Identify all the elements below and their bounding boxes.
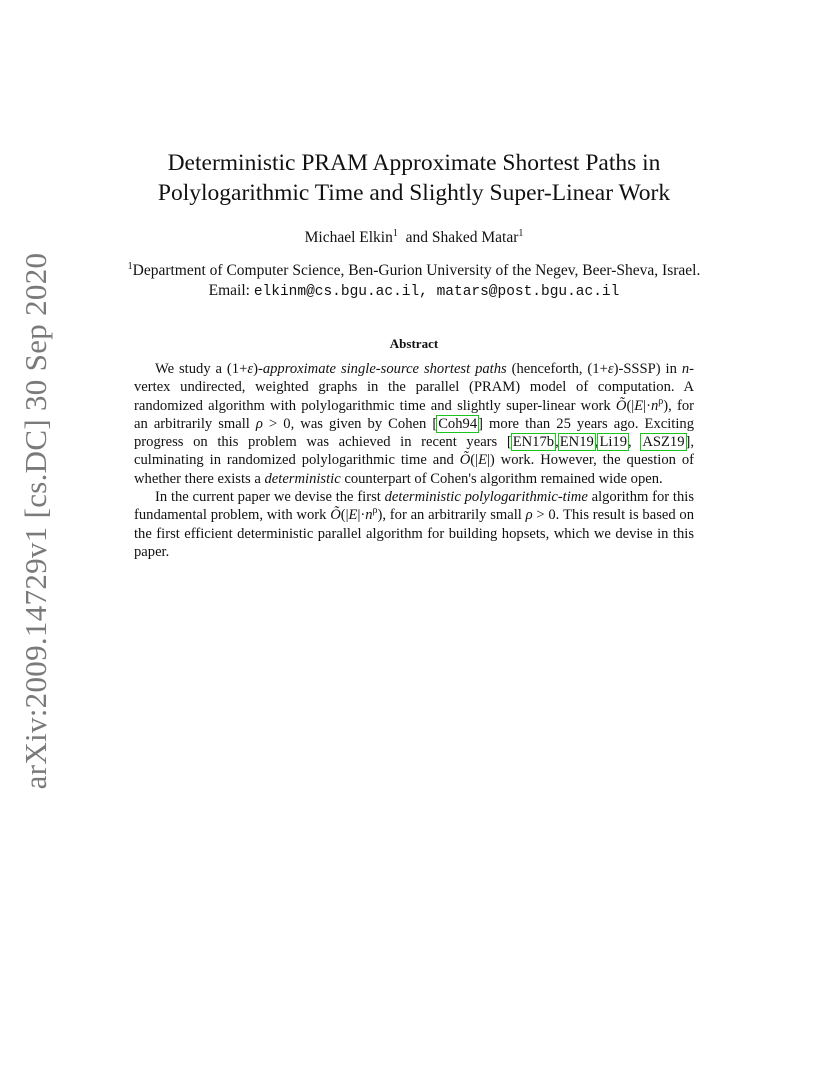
affiliation-mark: 1 xyxy=(518,228,524,239)
abstract-paragraph: In the current paper we devise the first deterministic polylogarithmic-time algorithm for this fundamental problem, with work $Õ(|E|\cdot n^\rho)$, for an arbitrarily small ρ > 0. This result is based on the first efficient deterministic parallel algorithm for building hopsets, which we devise in this paper. xyxy=(134,489,695,560)
author-name: Shaked Matar xyxy=(431,229,519,246)
arxiv-sidebar-stamp xyxy=(4,252,68,790)
citation-link[interactable]: Li19 xyxy=(599,434,628,451)
citation-link[interactable]: Coh94 xyxy=(438,415,478,432)
affiliation-block xyxy=(60,261,768,302)
title-line-2: Polylogarithmic Time and Slightly Super-Linear Work xyxy=(157,180,671,206)
paper-title xyxy=(100,148,728,208)
affiliation-mark: 1 xyxy=(392,228,398,239)
author-list xyxy=(100,229,728,247)
email-addresses[interactable]: elkinm@cs.bgu.ac.il, matars@post.bgu.ac.il xyxy=(253,284,620,300)
title-line-1: Deterministic PRAM Approximate Shortest Paths in xyxy=(167,150,661,176)
affiliation-mark: 1 xyxy=(127,261,133,272)
abstract-heading: Abstract xyxy=(389,336,439,351)
author-name: Michael Elkin xyxy=(304,229,393,246)
affiliation-text: Department of Computer Science, Ben-Gurion University of the Negev, Beer-Sheva, Israel. xyxy=(132,262,701,279)
email-label: Email: xyxy=(208,282,250,299)
citation-link[interactable]: EN19 xyxy=(559,434,594,451)
arxiv-identifier: arXiv:2009.14729v1 [cs.DC] 30 Sep 2020 xyxy=(18,252,53,790)
citation-link[interactable]: ASZ19 xyxy=(642,434,685,451)
citation-link[interactable]: EN17b xyxy=(512,434,555,451)
author-conjunction: and xyxy=(405,229,428,246)
abstract-body xyxy=(134,360,694,561)
abstract-paragraph: We study a (1+ε)-approximate single-source shortest paths (henceforth, (1+ε)-SSSP) in n-vertex undirected, weighted graphs in the parallel (PRAM) model of computation. A randomized algorithm with polylogarithmic time and slightly super-linear work $Õ(|E|\cdot n^\rho)$, for an arbitrarily small ρ > 0, was given by Cohen [Coh94] more than 25 years ago. Exciting progress on this problem was achieved in recent years [EN17b,EN19,Li19, ASZ19], culminating in randomized polylogarithmic time and Õ(|E|) work. However, the question of whether there exists a deterministic counterpart of Cohen's algorithm remained wide open. xyxy=(134,361,695,487)
